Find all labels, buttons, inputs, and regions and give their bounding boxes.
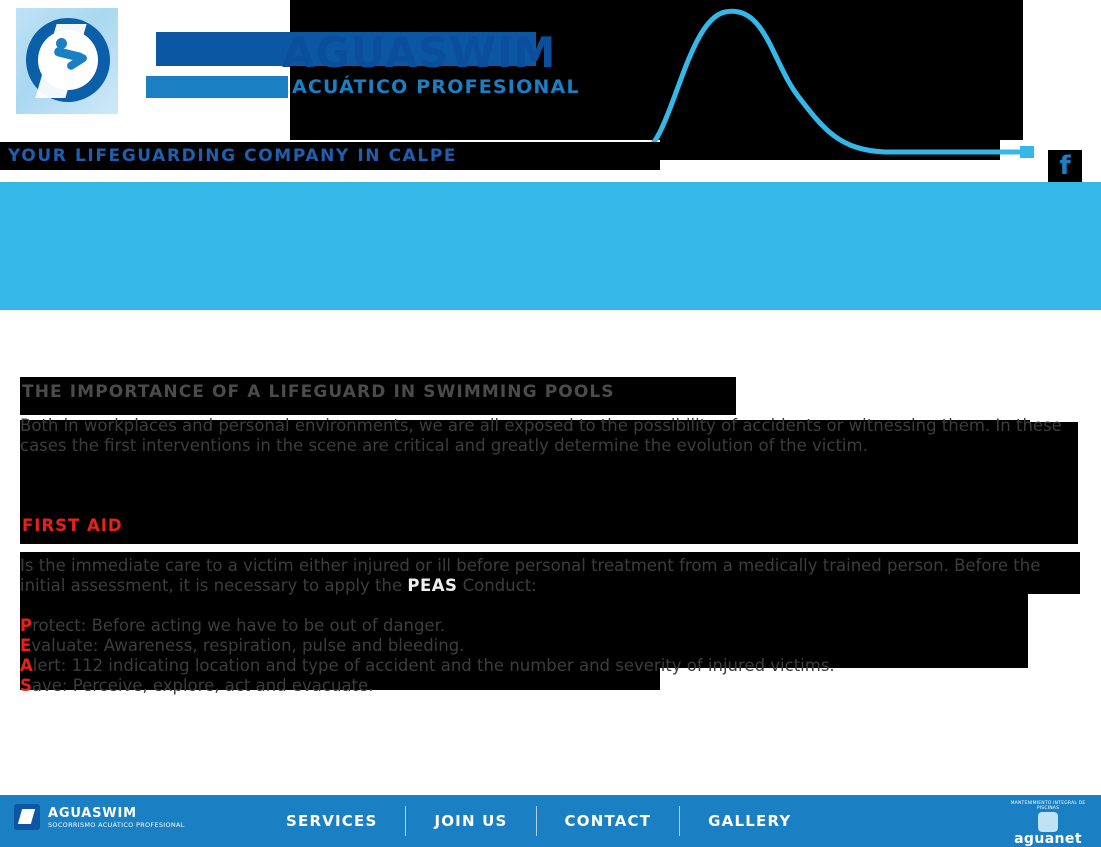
paragraph-2	[20, 556, 1084, 596]
footer-logo-icon	[14, 804, 40, 830]
partner-mark-icon	[1038, 812, 1058, 832]
peas-text: lert: 112 indicating location and type of accident and the number and severity of injured victims.	[32, 656, 835, 675]
footer-link-gallery[interactable]: GALLERY	[708, 812, 792, 830]
footer-brand-text	[48, 806, 185, 829]
partner-logo-aguanet[interactable]	[1009, 801, 1087, 847]
peas-key: P	[20, 616, 33, 635]
peas-text: rotect: Before acting we have to be out of danger.	[32, 616, 446, 635]
footer-brand[interactable]	[14, 804, 185, 830]
partner-name: aguanet	[1014, 831, 1082, 847]
swimmer-icon	[54, 38, 88, 78]
paragraph-2-before: Is the immediate care to a victim either injured or ill before personal treatment from a medically trained person. Before the initial assessment, it is necessary to apply the	[20, 556, 1041, 595]
section-subtitle: FIRST AID	[22, 516, 123, 535]
brand-subtitle: ACUÁTICO PROFESIONAL	[292, 76, 580, 98]
footer-brand-name: AGUASWIM	[48, 805, 137, 821]
footer-brand-subtitle: SOCORRISMO ACUÁTICO PROFESIONAL	[48, 820, 185, 829]
list-item	[20, 616, 1080, 636]
page-title-text: THE IMPORTANCE OF A LIFEGUARD IN SWIMMING POOLS	[22, 382, 615, 402]
peas-list	[20, 616, 1080, 696]
site-footer	[0, 795, 1101, 847]
paragraph-2-after: Conduct:	[457, 576, 537, 595]
peas-text: valuate: Awareness, respiration, pulse and bleeding.	[31, 636, 465, 655]
facebook-icon[interactable]: f	[1048, 150, 1082, 184]
peas-key: S	[20, 676, 32, 695]
footer-link-join-us[interactable]: JOIN US	[406, 806, 536, 836]
list-item	[20, 656, 1080, 676]
partner-tagline: MANTENIMIENTO INTEGRAL DE PISCINAS	[1010, 801, 1086, 811]
logo-badge[interactable]	[16, 8, 118, 114]
footer-link-contact[interactable]: CONTACT	[537, 806, 681, 836]
peas-key: A	[20, 656, 33, 675]
paragraph-1: Both in workplaces and personal environments, we are all exposed to the possibility of accidents or witnessing them. In these cases the first interventions in the scene are critical and greatly determine the evolution of the victim.	[20, 416, 1062, 455]
site-header	[0, 0, 1101, 181]
wave-graphic	[540, 0, 1040, 160]
list-item	[20, 676, 1080, 696]
peas-key: E	[20, 636, 32, 655]
hero-banner	[0, 182, 1101, 310]
main-content	[0, 372, 1101, 772]
page-title	[20, 377, 736, 415]
tagline: YOUR LIFEGUARDING COMPANY IN CALPE	[8, 146, 458, 166]
brand-bar-secondary	[146, 76, 288, 98]
peas-keyword: PEAS	[407, 576, 458, 595]
list-item	[20, 636, 1080, 656]
footer-nav	[258, 795, 819, 847]
footer-link-services[interactable]: SERVICES	[258, 806, 406, 836]
peas-text: ave: Perceive, explore, act and evacuate.	[31, 676, 374, 695]
brand-name: AGUASWIM	[282, 28, 557, 77]
